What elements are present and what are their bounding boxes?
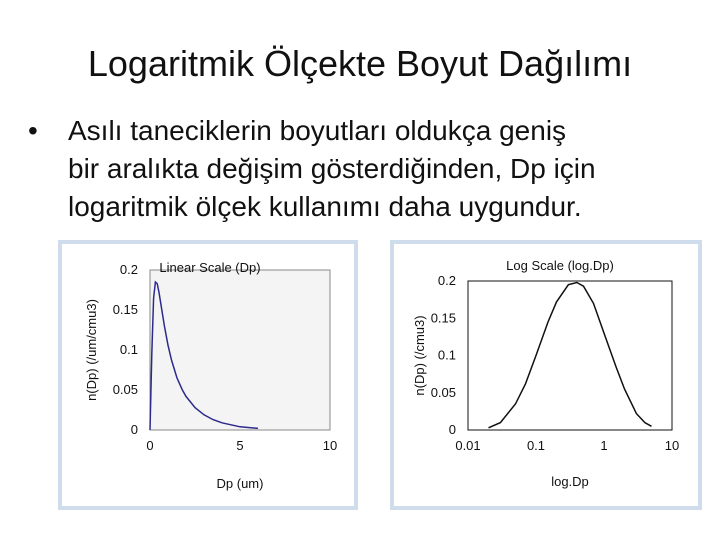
slide-title: Logaritmik Ölçekte Boyut Dağılımı bbox=[87, 43, 633, 84]
linear-chart-y-tick-label: 0.2 bbox=[119, 262, 138, 277]
log-chart-plot-area bbox=[468, 281, 672, 430]
log-chart-y-tick-label: 0.1 bbox=[437, 347, 456, 363]
log-chart-x-axis-label: log.Dp bbox=[551, 474, 589, 489]
linear-chart-title: Linear Scale (Dp) bbox=[159, 260, 261, 275]
linear-chart-plot-area bbox=[150, 270, 330, 430]
linear-chart-y-tick-label: 0.1 bbox=[119, 342, 138, 357]
bullet-line-3: logaritmik ölçek kullanımı daha uygundur. bbox=[68, 191, 582, 222]
bullet-line-1: Asılı taneciklerin boyutları oldukça geniş bbox=[68, 115, 567, 146]
linear-chart-x-axis-label: Dp (um) bbox=[216, 476, 264, 491]
linear-scale-chart bbox=[58, 240, 358, 510]
log-scale-chart bbox=[390, 240, 702, 510]
log-chart-y-tick-label: 0.15 bbox=[430, 310, 456, 326]
bullet-item bbox=[28, 112, 698, 226]
linear-chart-y-tick-label: 0.15 bbox=[112, 302, 138, 317]
bullet-paragraph bbox=[28, 112, 698, 226]
linear-chart-y-tick-label: 0.05 bbox=[112, 382, 138, 397]
linear-chart-y-tick-label: 0 bbox=[130, 422, 138, 437]
log-chart-y-tick-label: 0.05 bbox=[430, 384, 456, 400]
linear-scale-chart-svg bbox=[62, 244, 354, 506]
log-chart-series-line bbox=[489, 283, 652, 428]
log-chart-x-tick-label: 0.01 bbox=[455, 438, 481, 453]
bullet-line-2: bir aralıkta değişim gösterdiğinden, Dp için bbox=[68, 153, 596, 184]
linear-chart-x-tick-label: 10 bbox=[322, 438, 338, 453]
log-chart-title: Log Scale (log.Dp) bbox=[506, 258, 614, 273]
log-chart-y-tick-label: 0.2 bbox=[437, 273, 456, 288]
log-chart-y-tick-label: 0 bbox=[448, 422, 456, 437]
linear-chart-y-axis-label: n(Dp) (/um/cmu3) bbox=[84, 299, 99, 401]
log-scale-chart-svg bbox=[394, 244, 698, 506]
log-chart-y-axis-label: n(Dp) (/cmu3) bbox=[412, 315, 427, 396]
linear-chart-x-tick-label: 5 bbox=[236, 438, 244, 453]
log-chart-x-tick-label: 0.1 bbox=[526, 438, 546, 453]
bullet-text bbox=[68, 112, 698, 226]
log-chart-x-tick-label: 1 bbox=[600, 438, 608, 453]
linear-chart-x-tick-label: 0 bbox=[146, 438, 154, 453]
bullet-symbol: • bbox=[28, 115, 38, 146]
log-chart-x-tick-label: 10 bbox=[664, 438, 680, 453]
